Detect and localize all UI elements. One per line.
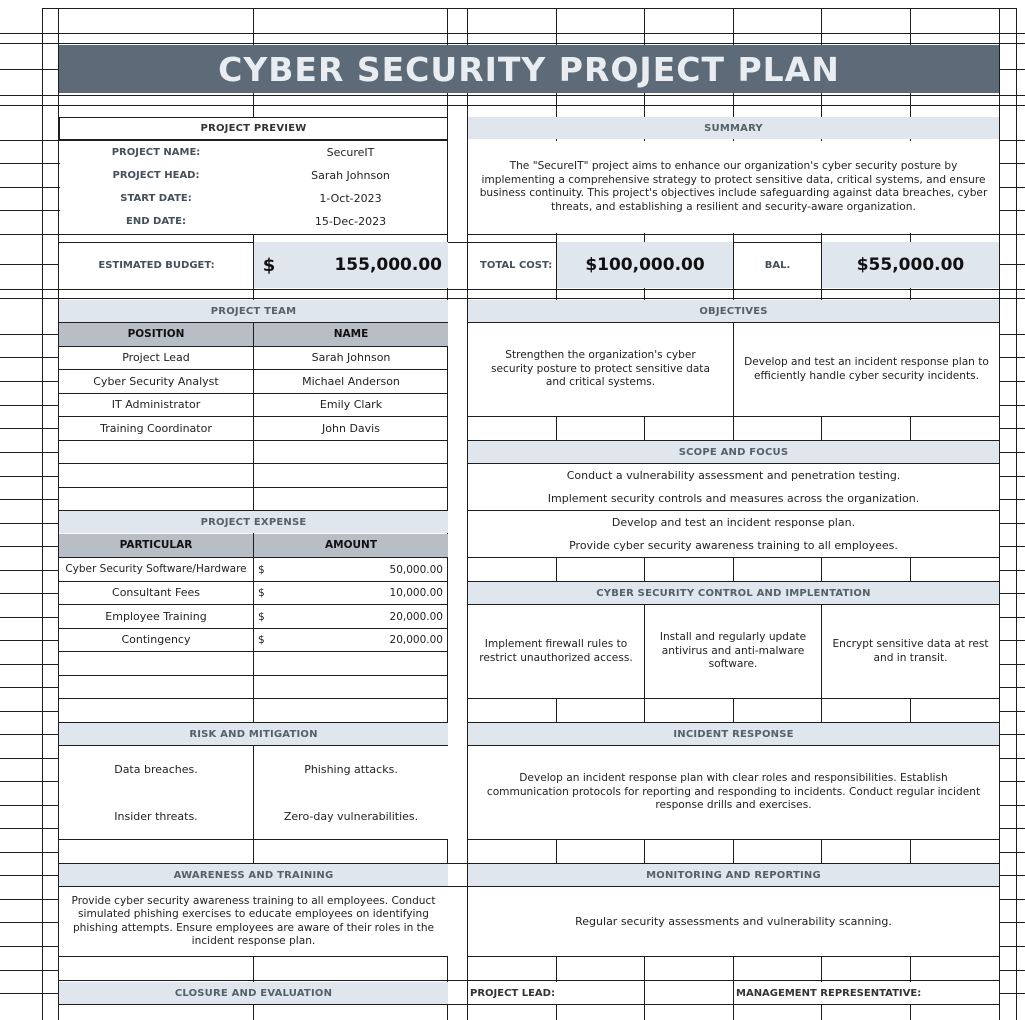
grid-line — [999, 570, 1025, 571]
grid-line — [0, 187, 58, 188]
grid-line — [468, 557, 999, 558]
end-date-label: END DATE: — [126, 216, 186, 227]
expense-amount-column-header: AMOUNT — [254, 534, 448, 557]
project-team-header: PROJECT TEAM — [59, 300, 448, 322]
grid-line — [0, 476, 58, 477]
team-row-4-name[interactable]: John Davis — [322, 422, 380, 435]
grid-line — [999, 875, 1025, 876]
grid-line — [0, 758, 58, 759]
grid-line — [999, 105, 1025, 106]
grid-line — [999, 593, 1025, 594]
objectives-header: OBJECTIVES — [468, 300, 999, 322]
expense-row-3-particular[interactable]: Employee Training — [105, 610, 207, 623]
grid-line — [468, 839, 999, 840]
scope-item-3[interactable]: Develop and test an incident response plan. — [468, 511, 999, 534]
project-head-label: PROJECT HEAD: — [112, 170, 200, 181]
grid-line — [468, 234, 999, 235]
grid-line — [0, 69, 58, 70]
grid-line — [0, 334, 58, 335]
grid-line — [59, 698, 447, 699]
expense-row-4-amount[interactable]: 20,000.00 — [389, 633, 443, 646]
grid-line — [999, 687, 1025, 688]
grid-line — [58, 298, 999, 299]
grid-line — [0, 546, 58, 547]
grid-line — [0, 523, 58, 524]
project-lead-signature-label: PROJECT LEAD: — [468, 982, 644, 1004]
grid-line — [999, 163, 1025, 164]
grid-line — [999, 234, 1025, 235]
grid-line — [0, 734, 58, 735]
grid-line — [999, 828, 1025, 829]
monitoring-text[interactable]: Regular security assessments and vulnerability scanning. — [468, 887, 999, 956]
grid-line — [999, 357, 1025, 358]
expense-row-4-particular[interactable]: Contingency — [121, 633, 191, 646]
grid-line — [59, 440, 447, 441]
grid-line — [999, 334, 1025, 335]
control-item-3[interactable]: Encrypt sensitive data at rest and in transit. — [822, 605, 999, 698]
grid-line — [999, 758, 1025, 759]
grid-line — [999, 993, 1025, 994]
closure-header: CLOSURE AND EVALUATION — [59, 982, 448, 1004]
start-date-value[interactable]: 1-Oct-2023 — [319, 192, 382, 205]
objective-2[interactable]: Develop and test an incident response plan to efficiently handle cyber security incidents. — [734, 323, 999, 416]
grid-line — [58, 95, 999, 96]
grid-line — [0, 946, 58, 947]
summary-text[interactable]: The "SecureIT" project aims to enhance our organization's cyber security posture by implementing a comprehensive strategy to protect sensitive data, critical systems, and ensure business continuity. This project's objectives include safeguarding against data breaches, cyber threats, and establishing a resilient and security-aware organization. — [468, 141, 999, 233]
grid-line — [0, 993, 58, 994]
grid-line — [0, 781, 58, 782]
expense-row-2-currency: $ — [258, 586, 265, 599]
grid-line — [0, 95, 58, 96]
project-head-value[interactable]: Sarah Johnson — [311, 169, 390, 182]
grid-line — [42, 8, 43, 1020]
grid-line — [999, 140, 1025, 141]
grid-line — [42, 33, 1016, 34]
risk-item-2[interactable]: Phishing attacks. — [254, 746, 448, 793]
budget-currency: $ — [262, 255, 276, 276]
project-expense-header: PROJECT EXPENSE — [59, 511, 448, 533]
summary-header: SUMMARY — [468, 117, 999, 139]
grid-line — [999, 711, 1025, 712]
grid-line — [999, 970, 1025, 971]
expense-row-3-currency: $ — [258, 610, 265, 623]
grid-line — [0, 405, 58, 406]
grid-line — [999, 734, 1025, 735]
grid-line — [999, 264, 1025, 265]
total-cost-value[interactable]: $100,000.00 — [557, 242, 733, 288]
grid-line — [0, 640, 58, 641]
end-date-value[interactable]: 15-Dec-2023 — [314, 215, 387, 228]
grid-line — [999, 523, 1025, 524]
grid-line — [0, 452, 58, 453]
grid-line — [0, 852, 58, 853]
grid-line — [999, 8, 1000, 1020]
balance-label: BAL. — [734, 243, 821, 288]
scope-item-4[interactable]: Provide cyber security awareness training to all employees. — [468, 534, 999, 557]
grid-line — [0, 570, 58, 571]
grid-line — [0, 499, 58, 500]
team-position-column-header: POSITION — [59, 323, 253, 346]
grid-line — [0, 234, 58, 235]
team-row-1-position[interactable]: Project Lead — [122, 351, 190, 364]
estimated-budget-value[interactable]: 155,000.00 — [334, 255, 442, 275]
grid-line — [999, 428, 1025, 429]
expense-row-2-particular[interactable]: Consultant Fees — [112, 586, 200, 599]
grid-line — [999, 210, 1025, 211]
control-item-1[interactable]: Implement firewall rules to restrict unauthorized access. — [468, 605, 644, 698]
grid-line — [468, 416, 999, 417]
grid-line — [999, 95, 1025, 96]
grid-line — [42, 43, 1016, 44]
risk-item-3[interactable]: Insider threats. — [59, 793, 253, 839]
grid-line — [0, 289, 58, 290]
grid-line — [0, 828, 58, 829]
grid-line — [999, 405, 1025, 406]
grid-line — [999, 289, 1025, 290]
grid-line — [0, 140, 58, 141]
grid-line — [0, 264, 58, 265]
grid-line — [0, 210, 58, 211]
grid-line — [0, 381, 58, 382]
grid-line — [59, 675, 447, 676]
grid-line — [999, 640, 1025, 641]
grid-line — [468, 956, 999, 957]
grid-line — [58, 105, 999, 106]
risk-item-4[interactable]: Zero-day vulnerabilities. — [254, 793, 448, 839]
team-row-1-name[interactable]: Sarah Johnson — [311, 351, 391, 364]
risk-item-1[interactable]: Data breaches. — [59, 746, 253, 793]
grid-line — [0, 970, 58, 971]
grid-line — [0, 664, 58, 665]
team-row-2-position[interactable]: Cyber Security Analyst — [93, 375, 219, 388]
page-title: CYBER SECURITY PROJECT PLAN — [59, 45, 999, 93]
awareness-text[interactable]: Provide cyber security awareness training to all employees. Conduct simulated phishing exercises to educate employees on identifying phishing attempts. Ensure employees are aware of their roles in the incident response plan. — [59, 887, 448, 956]
expense-row-1-particular[interactable]: Cyber Security Software/Hardware — [65, 563, 247, 575]
balance-value[interactable]: $55,000.00 — [822, 242, 999, 288]
incident-response-text[interactable]: Develop an incident response plan with clear roles and responsibilities. Establish communication protocols for reporting and responding to incidents. Conduct regular incident response drills and exercises. — [468, 746, 999, 839]
total-cost-label: TOTAL COST: — [468, 243, 556, 288]
scope-item-2[interactable]: Implement security controls and measures across the organization. — [468, 487, 999, 510]
team-name-column-header: NAME — [254, 323, 448, 346]
management-representative-label: MANAGEMENT REPRESENTATIVE: — [734, 982, 998, 1004]
grid-line — [0, 711, 58, 712]
grid-line — [59, 487, 447, 488]
grid-line — [58, 289, 999, 290]
project-preview-header: PROJECT PREVIEW — [59, 117, 448, 140]
grid-line — [0, 875, 58, 876]
grid-line — [999, 781, 1025, 782]
control-item-2[interactable]: Install and regularly update antivirus and anti-malware software. — [645, 605, 821, 698]
project-name-label: PROJECT NAME: — [111, 147, 201, 158]
team-row-2-name[interactable]: Michael Anderson — [302, 375, 400, 388]
start-date-label: START DATE: — [120, 193, 192, 204]
team-row-3-position[interactable]: IT Administrator — [111, 398, 201, 411]
grid-line — [999, 69, 1025, 70]
grid-line — [999, 617, 1025, 618]
grid-line — [59, 839, 447, 840]
grid-line — [999, 499, 1025, 500]
grid-line — [999, 452, 1025, 453]
grid-line — [0, 105, 58, 106]
grid-line — [999, 664, 1025, 665]
grid-line — [0, 593, 58, 594]
grid-line — [42, 8, 1016, 9]
grid-line — [999, 546, 1025, 547]
grid-line — [468, 698, 999, 699]
grid-line — [59, 956, 447, 957]
estimated-budget-label: ESTIMATED BUDGET: — [60, 243, 253, 288]
grid-line — [999, 298, 1025, 299]
team-row-4-position[interactable]: Training Coordinator — [100, 422, 212, 435]
grid-line — [999, 852, 1025, 853]
grid-line — [59, 980, 999, 981]
grid-line — [59, 234, 447, 235]
grid-line — [0, 922, 58, 923]
controls-header: CYBER SECURITY CONTROL AND IMPLENTATION — [468, 582, 999, 604]
grid-line — [0, 357, 58, 358]
team-row-3-name[interactable]: Emily Clark — [319, 398, 383, 411]
project-name-value[interactable]: SecureIT — [326, 146, 375, 159]
grid-line — [0, 163, 58, 164]
grid-line — [999, 187, 1025, 188]
expense-row-1-amount[interactable]: 50,000.00 — [389, 563, 443, 576]
expense-row-2-amount[interactable]: 10,000.00 — [389, 586, 443, 599]
objective-1[interactable]: Strengthen the organization's cyber security posture to protect sensitive data and critical systems. — [468, 323, 733, 416]
grid-line — [0, 687, 58, 688]
monitoring-header: MONITORING AND REPORTING — [468, 864, 999, 886]
grid-line — [59, 651, 447, 652]
awareness-header: AWARENESS AND TRAINING — [59, 864, 448, 886]
risk-header: RISK AND MITIGATION — [59, 723, 448, 745]
incident-response-header: INCIDENT RESPONSE — [468, 723, 999, 745]
grid-line — [999, 476, 1025, 477]
grid-line — [1016, 8, 1017, 1020]
scope-header: SCOPE AND FOCUS — [468, 441, 999, 463]
grid-line — [999, 381, 1025, 382]
grid-line — [999, 899, 1025, 900]
expense-row-3-amount[interactable]: 20,000.00 — [389, 610, 443, 623]
grid-line — [999, 922, 1025, 923]
grid-line — [999, 805, 1025, 806]
grid-line — [0, 617, 58, 618]
expense-row-1-currency: $ — [258, 563, 265, 576]
grid-line — [59, 1004, 999, 1005]
grid-line — [0, 428, 58, 429]
scope-item-1[interactable]: Conduct a vulnerability assessment and penetration testing. — [468, 464, 999, 487]
grid-line — [0, 899, 58, 900]
expense-row-4-currency: $ — [258, 633, 265, 646]
grid-line — [0, 805, 58, 806]
expense-particular-column-header: PARTICULAR — [59, 534, 253, 557]
grid-line — [999, 946, 1025, 947]
grid-line — [59, 463, 447, 464]
grid-line — [0, 298, 58, 299]
